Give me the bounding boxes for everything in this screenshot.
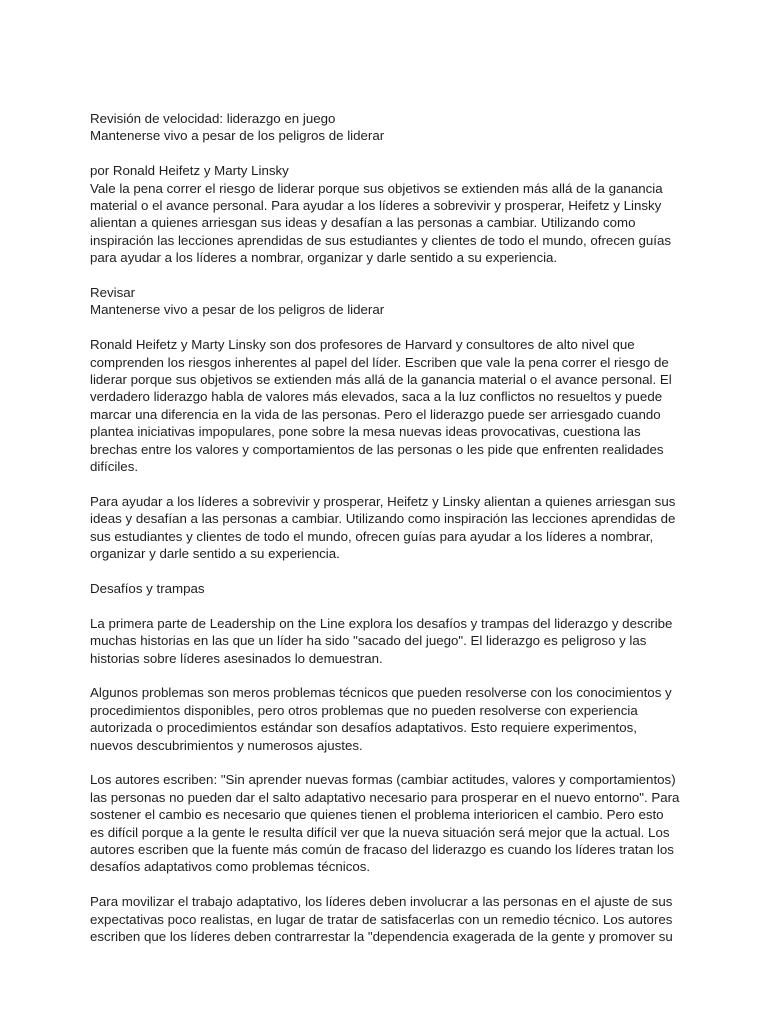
spacer bbox=[90, 597, 680, 614]
review-heading: Revisar bbox=[90, 285, 136, 301]
body-paragraph: La primera parte de Leadership on the Line explora los desafíos y trampas del liderazgo y describe muchas historias en las que un líder ha sido "sacado del juego". El liderazgo es peligroso y las historias sobre líderes asesinados lo demuestran. bbox=[90, 615, 673, 666]
body-paragraph: Para ayudar a los líderes a sobrevivir y prosperar, Heifetz y Linsky alientan a quienes arriesgan sus ideas y desafían a las personas a cambiar. Utilizando como inspiración las lecciones aprendidas de sus estudiantes y clientes de todo el mundo, ofrecen guías para ayudar a los líderes a nombrar, organizar y darle sentido a su experiencia. bbox=[90, 493, 676, 562]
spacer bbox=[90, 563, 680, 580]
document-title: Revisión de velocidad: liderazgo en juego bbox=[90, 111, 336, 126]
review-subheading: Mantenerse vivo a pesar de los peligros de liderar bbox=[90, 302, 385, 318]
body-paragraph: Los autores escriben: "Sin aprender nuevas formas (cambiar actitudes, valores y comportamientos) las personas no pueden dar el salto adaptativo necesario para prosperar en el nuevo entorno". Para sostener el cambio es necesario que quienes tienen el problema interioricen el cambio. Pero esto es difícil porque a la gente le resulta difícil ver que la nueva situación será mejor que la actual. Los autores escriben que la fuente más común de fracaso del liderazgo es cuando los líderes tratan los desafíos adaptativos como problemas técnicos. bbox=[90, 772, 680, 875]
spacer bbox=[90, 475, 680, 492]
section-heading: Desafíos y trampas bbox=[90, 580, 205, 596]
spacer bbox=[90, 319, 680, 336]
spacer bbox=[90, 667, 680, 684]
document-subtitle: Mantenerse vivo a pesar de los peligros de liderar bbox=[90, 128, 385, 144]
summary-paragraph: Vale la pena correr el riesgo de liderar porque sus objetivos se extienden más allá de la ganancia material o el avance personal. Para ayudar a los líderes a sobrevivir y prosperar, Heifetz y Linsky alientan a quienes arriesgan sus ideas y desafían a las personas a cambiar. Utilizando como inspiración las lecciones aprendidas de sus estudiantes y clientes de todo el mundo, ofrecen guías para ayudar a los líderes a nombrar, organizar y darle sentido a su experiencia. bbox=[90, 180, 671, 266]
spacer bbox=[90, 876, 680, 893]
byline: por Ronald Heifetz y Marty Linsky bbox=[90, 163, 289, 179]
document-page bbox=[90, 110, 680, 945]
body-paragraph: Ronald Heifetz y Marty Linsky son dos profesores de Harvard y consultores de alto nivel que comprenden los riesgos inherentes al papel del líder. Escriben que vale la pena correr el riesgo de liderar porque sus objetivos se extienden más allá de la ganancia material o el avance personal. El verdadero liderazgo habla de valores más elevados, saca a la luz conflictos no resueltos y puede marcar una diferencia en la vida de las personas. Pero el liderazgo puede ser arriesgado cuando plantea iniciativas impopulares, pone sobre la mesa nuevas ideas provocativas, cuestiona las brechas entre los valores y comportamientos de las personas o les pide que enfrenten realidades difíciles. bbox=[90, 337, 672, 475]
spacer bbox=[90, 267, 680, 284]
spacer bbox=[90, 754, 680, 771]
body-paragraph: Algunos problemas son meros problemas técnicos que pueden resolverse con los conocimientos y procedimientos disponibles, pero otros problemas que no pueden resolverse con experiencia autorizada o procedimientos estándar son desafíos adaptativos. Esto requiere experimentos, nuevos descubrimientos y numerosos ajustes. bbox=[90, 685, 672, 753]
spacer bbox=[90, 145, 680, 162]
body-paragraph: Para movilizar el trabajo adaptativo, los líderes deben involucrar a las personas en el ajuste de sus expectativas poco realistas, en lugar de tratar de satisfacerlas con un remedio técnico. Los autores escriben que los líderes deben contrarrestar la "dependencia exagerada de la gente y promover su bbox=[90, 894, 673, 944]
